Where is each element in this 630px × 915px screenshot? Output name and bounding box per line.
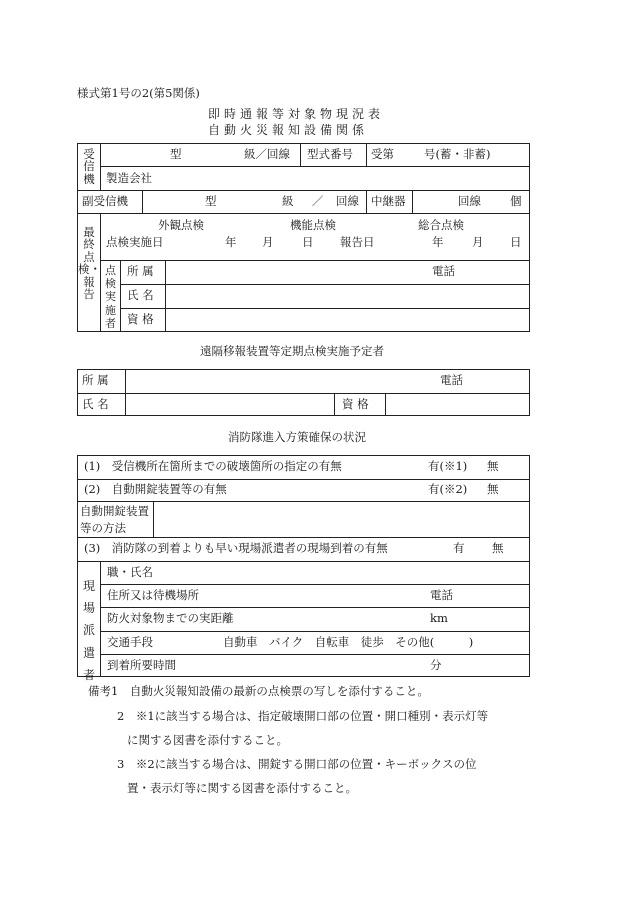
last-inspection-label: 最終点検・報告 bbox=[78, 225, 101, 302]
manufacturer-label: 製造会社 bbox=[106, 171, 152, 185]
address-label: 住所又は待機場所 bbox=[107, 588, 199, 602]
report-date-label: 報告日 bbox=[340, 235, 375, 249]
inspector-name: 氏 名 bbox=[127, 288, 154, 302]
receiver-no-label: 受第 bbox=[371, 147, 394, 161]
inspector-affiliation: 所 属 bbox=[127, 264, 154, 278]
section3-title: 消防隊進入方策確保の状況 bbox=[228, 430, 366, 444]
inspector-label: 点検実施者 bbox=[105, 264, 116, 330]
receiver-label: 受信機 bbox=[83, 147, 95, 186]
item3-label: (3) 消防隊の到着よりも早い現場派遣者の現場到着の有無 bbox=[84, 541, 388, 555]
item3-no: 無 bbox=[492, 541, 504, 555]
note-1: 備考1 自動火災報知設備の最新の点検票の写しを添付すること。 bbox=[88, 684, 429, 698]
relay-line: 回線 bbox=[458, 194, 481, 208]
receiver-level-line: 級／回線 bbox=[244, 147, 290, 161]
plan-phone: 電話 bbox=[440, 373, 463, 387]
model-number-label: 型式番号 bbox=[307, 147, 353, 161]
total-inspection: 総合点検 bbox=[418, 218, 464, 232]
plan-qualification: 資 格 bbox=[342, 397, 369, 411]
visual-inspection: 外観点検 bbox=[158, 218, 204, 232]
page-subtitle: 自動火災報知設備関係 bbox=[208, 123, 369, 137]
section2-title: 遠隔移報装置等定期点検実施予定者 bbox=[200, 344, 384, 358]
function-inspection: 機能点検 bbox=[290, 218, 336, 232]
form-number: 様式第1号の2(第5関係) bbox=[77, 86, 200, 100]
item1-no: 無 bbox=[487, 459, 499, 473]
inspection-date-label: 点検実施日 bbox=[106, 235, 164, 249]
transport-options: 自動車 バイク 自転車 徒歩 その他( ) bbox=[223, 635, 474, 649]
sub-receiver-label: 副受信機 bbox=[82, 194, 128, 208]
arrival-minutes: 分 bbox=[430, 658, 442, 672]
receiver-type-label: 型 bbox=[170, 147, 182, 161]
item3-yes: 有 bbox=[453, 541, 465, 555]
sub-level: 級 bbox=[282, 194, 294, 208]
storage-label: 号(蓄・非蓄) bbox=[424, 147, 491, 161]
inspection-month: 月 bbox=[262, 235, 274, 249]
transport-label: 交通手段 bbox=[107, 635, 153, 649]
item1-yes: 有(※1) bbox=[428, 459, 468, 473]
distance-unit: km bbox=[430, 611, 448, 625]
sub-type-label: 型 bbox=[205, 194, 217, 208]
report-day: 日 bbox=[510, 235, 522, 249]
sub-line: 回線 bbox=[336, 194, 359, 208]
sub-slash: ／ bbox=[312, 194, 324, 208]
note-3-line2: 置・表示灯等に関する図書を添付すること。 bbox=[127, 781, 357, 795]
dispatcher-label: 現場派遣者 bbox=[82, 579, 95, 682]
page-title: 即時通報等対象物現況表 bbox=[208, 107, 385, 121]
item2-label: (2) 自動開錠装置等の有無 bbox=[84, 482, 227, 496]
relay-count: 個 bbox=[510, 194, 522, 208]
note-3-line1: 3 ※2に該当する場合は、開錠する開口部の位置・キーボックスの位 bbox=[117, 757, 477, 771]
plan-affiliation: 所 属 bbox=[82, 373, 109, 387]
inspection-year: 年 bbox=[225, 235, 237, 249]
report-month: 月 bbox=[472, 235, 484, 249]
auto-unlock-method-label: 自動開錠装置等の方法 bbox=[80, 504, 149, 535]
relay-label: 中継器 bbox=[371, 194, 406, 208]
inspection-day: 日 bbox=[302, 235, 314, 249]
note-2-line2: に関する図書を添付すること。 bbox=[127, 733, 288, 747]
inspector-qualification: 資 格 bbox=[127, 312, 154, 326]
item1-label: (1) 受信機所在箇所までの破壊箇所の指定の有無 bbox=[84, 459, 342, 473]
report-year: 年 bbox=[432, 235, 444, 249]
plan-name: 氏 名 bbox=[82, 397, 109, 411]
distance-label: 防火対象物までの実距離 bbox=[107, 611, 234, 625]
arrival-time-label: 到着所要時間 bbox=[107, 658, 176, 672]
item2-no: 無 bbox=[487, 482, 499, 496]
inspector-phone: 電話 bbox=[432, 264, 455, 278]
note-2-line1: 2 ※1に該当する場合は、指定破壊開口部の位置・開口種別・表示灯等 bbox=[117, 709, 489, 723]
job-name-label: 職・氏名 bbox=[107, 565, 153, 579]
item2-yes: 有(※2) bbox=[428, 482, 468, 496]
dispatcher-phone: 電話 bbox=[430, 588, 453, 602]
